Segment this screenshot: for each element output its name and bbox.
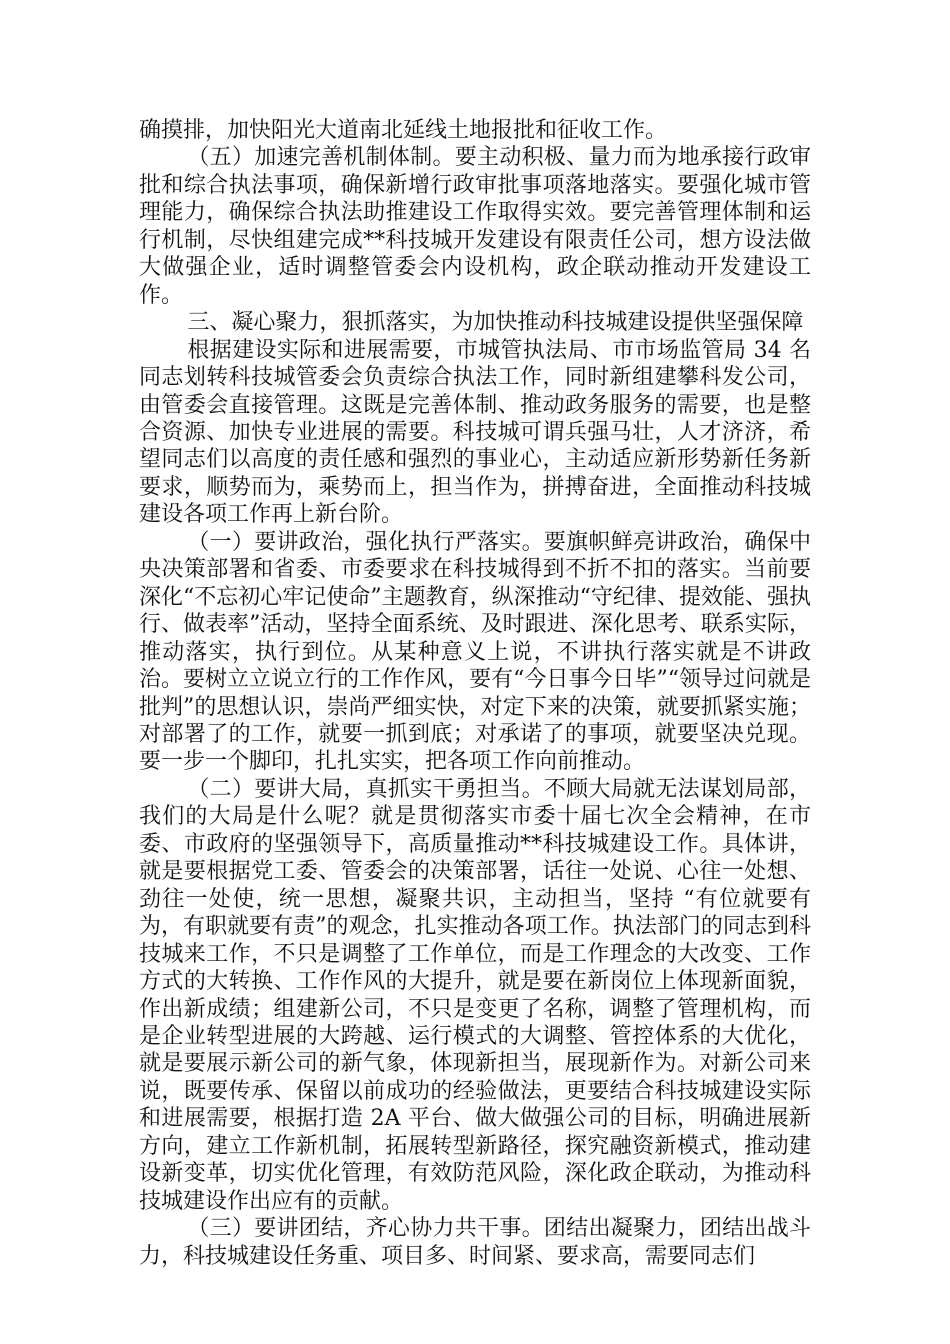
paragraph-section-5: （五）加速完善机制体制。要主动积极、量力而为地承接行政审批和综合执法事项，确保新增行政审批事项落地落实。要强化城市管理能力，确保综合执法助推建设工作取得实效。要完善管理体制和运行机制，尽快组建完成**科技城开发建设有限责任公司，想方设法做大做强企业，适时调整管委会内设机构，政企联动推动开发建设工作。 bbox=[139, 145, 811, 308]
paragraph-continuation: 确摸排，加快阳光大道南北延线土地报批和征收工作。 bbox=[139, 118, 668, 143]
paragraph-item-3: （三）要讲团结，齐心协力共干事。团结出凝聚力，团结出战斗力，科技城建设任务重、项目多、时间紧、要求高，需要同志们 bbox=[139, 1216, 811, 1269]
paragraph-item-2: （二）要讲大局，真抓实干勇担当。不顾大局就无法谋划局部，我们的大局是什么呢？就是贯彻落实市委十届七次全会精神，在市委、市政府的坚强领导下，高质量推动**科技城建设工作。具体讲，就是要根据党工委、管委会的决策部署，话往一处说、心往一处想、劲往一处使，统一思想，凝聚共识，主动担当，坚持 “有位就要有为，有职就要有责”的观念，扎实推动各项工作。执法部门的同志到科技城来工作，不只是调整了工作单位，而是工作理念的大改变、工作方式的大转换、工作作风的大提升，就是要在新岗位上体现新面貌，作出新成绩；组建新公司，不只是变更了名称，调整了管理机构，而是企业转型进展的大跨越、运行模式的大调整、管控体系的大优化，就是要展示新公司的新气象，体现新担当，展现新作为。对新公司来说，既要传承、保留以前成功的经验做法，更要结合科技城建设实际和进展需要，根据打造 2A 平台、做大做强公司的目标，明确进展新方向，建立工作新机制，拓展转型新路径，探究融资新模式，推动建设新变革，切实优化管理，有效防范风险，深化政企联动，为推动科技城建设作出应有的贡献。 bbox=[139, 776, 811, 1214]
paragraph-item-1: （一）要讲政治，强化执行严落实。要旗帜鲜亮讲政治，确保中央决策部署和省委、市委要求在科技城得到不折不扣的落实。当前要深化“不忘初心牢记使命”主题教育，纵深推动“守纪律、提效能、强执行、做表率”活动，坚持全面系统、及时跟进、深化思考、联系实际，推动落实，执行到位。从某种意义上说，不讲执行落实就是不讲政治。要树立立说立行的工作作风，要有“今日事今日毕”“领导过问就是批判”的思想认识，崇尚严细实快，对定下来的决策，就要抓紧实施；对部署了的工作，就要一抓到底；对承诺了的事项，就要坚决兑现。要一步一个脚印，扎扎实实，把各项工作向前推动。 bbox=[139, 529, 811, 775]
paragraph-intro: 根据建设实际和进展需要，市城管执法局、市市场监管局 34 名同志划转科技城管委会负责综合执法工作，同时新组建攀科发公司，由管委会直接管理。这既是完善体制、推动政务服务的需要，也是整合资源、加快专业进展的需要。科技城可谓兵强马壮，人才济济，希望同志们以高度的责任感和强烈的事业心，主动适应新形势新任务新要求，顺势而为，乘势而上，担当作为，拼搏奋进，全面推动科技城建设各项工作再上新台阶。 bbox=[139, 337, 811, 528]
heading-part-3: 三、凝心聚力，狠抓落实，为加快推动科技城建设提供坚强保障 bbox=[187, 310, 804, 336]
document-body bbox=[139, 117, 811, 1270]
